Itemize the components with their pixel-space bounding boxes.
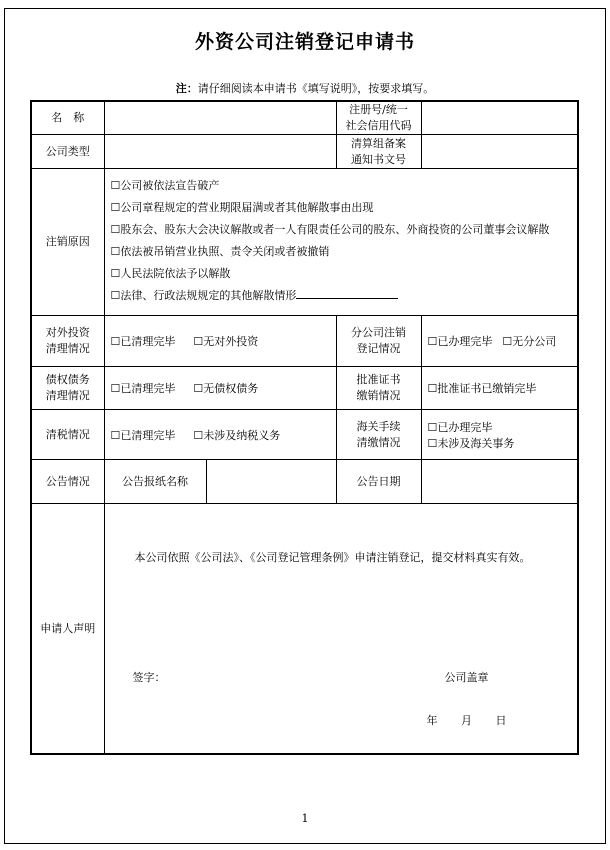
reason-other-blank[interactable]: [296, 286, 398, 299]
customs-label: [336, 410, 421, 460]
tax-cleared-checkbox[interactable]: ☐已清理完毕: [110, 428, 176, 442]
reasons-list: [104, 169, 578, 316]
investment-options: [104, 316, 336, 367]
investment-label-line1: 对外投资: [45, 326, 90, 339]
reg-no-label-line2: 社会信用代码: [345, 119, 412, 132]
investment-cleared-checkbox[interactable]: ☐已清理完毕: [110, 335, 176, 348]
debt-label-line1: 债权债务: [45, 373, 90, 386]
debt-none-checkbox[interactable]: ☐无债权债务: [193, 382, 259, 395]
reason-other-text: ☐法律、行政法规规定的其他解散情形: [110, 289, 297, 302]
liquidation-label-line1: 清算组备案: [351, 136, 406, 150]
company-type-field[interactable]: [104, 135, 336, 169]
customs-done-checkbox[interactable]: ☐已办理完毕: [427, 420, 493, 434]
branch-label: [336, 316, 421, 367]
reason-court[interactable]: ☐人民法院依法予以解散: [110, 267, 231, 280]
liquidation-label-line2: 通知书文号: [351, 152, 406, 166]
cert-options: [421, 367, 578, 410]
reason-term-expired[interactable]: ☐公司章程规定的营业期限届满或者其他解散事由出现: [110, 201, 374, 214]
cert-label: [336, 367, 421, 410]
liquidation-field[interactable]: [421, 135, 578, 169]
branch-label-line1: 分公司注销: [351, 326, 406, 339]
note-text: 请仔细阅读本申请书《填写说明》，按要求填写。: [197, 82, 435, 95]
reg-no-label: [336, 101, 421, 135]
declaration-date[interactable]: 年 月 日: [426, 714, 507, 727]
declaration-cell: [104, 504, 578, 755]
debt-label-line2: 清理情况: [45, 389, 90, 402]
reason-other[interactable]: [111, 285, 578, 307]
announcement-label: 公告情况: [31, 460, 104, 504]
customs-options: [421, 410, 578, 460]
announcement-date-label: 公告日期: [336, 460, 421, 504]
application-form: [30, 100, 579, 755]
cert-label-line2: 缴销情况: [356, 389, 401, 402]
note-prefix: 注：: [175, 82, 198, 95]
tax-label: 清税情况: [31, 410, 104, 460]
reason-bankruptcy[interactable]: ☐公司被依法宣告破产: [110, 179, 220, 192]
reg-no-label-line1: 注册号/统一: [349, 103, 408, 116]
customs-label-line2: 清缴情况: [356, 435, 401, 449]
cert-label-line1: 批准证书: [356, 373, 401, 386]
investment-label: [31, 316, 104, 367]
newspaper-label: 公告报纸名称: [104, 460, 206, 504]
debt-options: [104, 367, 336, 410]
debt-cleared-checkbox[interactable]: ☐已清理完毕: [110, 382, 176, 395]
investment-label-line2: 清理情况: [45, 342, 90, 355]
branch-done-checkbox[interactable]: ☐已办理完毕: [427, 335, 493, 348]
reg-no-field[interactable]: [421, 101, 578, 135]
tax-options: [104, 410, 336, 460]
reason-resolution[interactable]: ☐股东会、股东大会决议解散或者一人有限责任公司的股东、外商投资的公司董事会议解散: [110, 223, 550, 236]
debt-label: [31, 367, 104, 410]
declaration-body: [105, 504, 578, 753]
announcement-date-field[interactable]: [421, 460, 578, 504]
company-type-label: 公司类型: [31, 135, 104, 169]
branch-none-checkbox[interactable]: ☐无分公司: [502, 335, 557, 348]
document-title: 外资公司注销登记申请书: [194, 31, 415, 53]
tax-none-checkbox[interactable]: ☐未涉及纳税义务: [193, 428, 281, 442]
company-seal-label: 公司盖章: [444, 671, 489, 684]
name-label: 名 称: [31, 101, 104, 135]
cert-cancelled-checkbox[interactable]: ☐批准证书已缴销完毕: [427, 382, 537, 395]
instruction-note: [0, 80, 610, 96]
investment-none-checkbox[interactable]: ☐无对外投资: [193, 335, 259, 348]
name-field[interactable]: [104, 101, 336, 135]
signature-label[interactable]: 签字：: [132, 671, 166, 684]
reasons-label: 注销原因: [31, 169, 104, 316]
liquidation-label: [336, 135, 421, 169]
customs-label-line1: 海关手续: [356, 419, 401, 433]
page-number: 1: [301, 812, 309, 825]
reason-revoked[interactable]: ☐依法被吊销营业执照、责令关闭或者被撤销: [110, 245, 330, 258]
declaration-text: 本公司依照《公司法》、《公司登记管理条例》申请注销登记，提交材料真实有效。: [134, 551, 531, 564]
newspaper-field[interactable]: [206, 460, 336, 504]
branch-label-line2: 登记情况: [356, 342, 401, 355]
declaration-label: 申请人声明: [31, 504, 104, 755]
customs-none-checkbox[interactable]: ☐未涉及海关事务: [427, 436, 515, 450]
branch-options: [421, 316, 578, 367]
